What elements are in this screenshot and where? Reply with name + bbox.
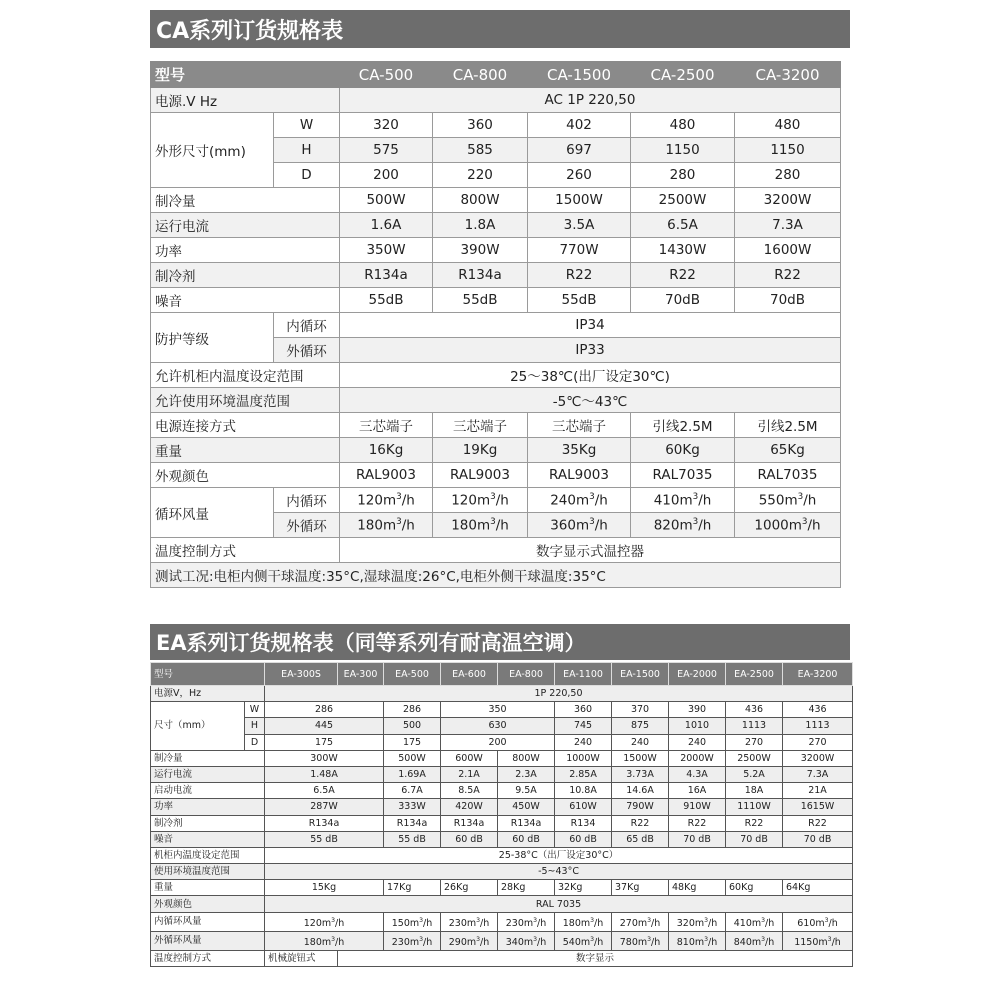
ea-cell: 5.2A: [726, 766, 783, 782]
ea-control-value: 数字显示: [338, 950, 853, 966]
ca-test-note: 测试工况:电柜内侧干球温度:35°C,湿球温度:26°C,电柜外侧干球温度:35°C: [151, 563, 841, 588]
ca-cell: 770W: [528, 238, 631, 263]
ca-cell: 7.3A: [735, 213, 841, 238]
ea-row-label: 机柜内温度设定范围: [151, 847, 265, 863]
ca-ambient-temp-value: -5℃～43℃: [340, 388, 841, 413]
ca-cell: 585: [433, 138, 528, 163]
ea-cell: 1.48A: [265, 766, 384, 782]
ca-cell: RAL7035: [735, 463, 841, 488]
ea-cell: 240: [669, 734, 726, 750]
ea-cell: 286: [384, 702, 441, 718]
ea-power-row: [151, 686, 853, 702]
ca-spec-row: [151, 288, 841, 313]
ca-cell: RAL7035: [631, 463, 735, 488]
ea-cell: 6.5A: [265, 783, 384, 799]
ea-cell: 60 dB: [441, 831, 498, 847]
ca-airflow-cell: $180m^3/h$: [340, 513, 433, 538]
ea-cell: 60Kg: [726, 880, 783, 896]
ca-airflow-cell: $120m^3/h$: [433, 488, 528, 513]
ea-cell: 4.3A: [669, 766, 726, 782]
ea-spec-row: [151, 815, 853, 831]
ca-cell: 65Kg: [735, 438, 841, 463]
ea-cell: 600W: [441, 750, 498, 766]
ea-cell: 270: [726, 734, 783, 750]
ea-dim-axis: W: [245, 702, 265, 718]
ca-row-label: 电源连接方式: [151, 413, 340, 438]
ca-header-row: [151, 62, 841, 88]
ea-airflow-cell: $1150m^3/h$: [783, 931, 853, 950]
ea-cell: 10.8A: [555, 783, 612, 799]
ea-cell: 745: [555, 718, 612, 734]
ca-control-value: 数字显示式温控器: [340, 538, 841, 563]
ea-row-label: 启动电流: [151, 783, 265, 799]
ca-ambient-temp-row: [151, 388, 841, 413]
ea-cell: 500W: [384, 750, 441, 766]
ea-cell: 16A: [669, 783, 726, 799]
ea-model-name: EA-600: [441, 663, 498, 686]
ea-airflow-row: [151, 931, 853, 950]
ca-cell: 3.5A: [528, 213, 631, 238]
ea-spec-row: [151, 799, 853, 815]
ea-cabinet-temp-row: [151, 847, 853, 863]
ca-row-label: 外观颜色: [151, 463, 340, 488]
ea-airflow-cell: $230m^3/h$: [498, 912, 555, 931]
ca-cell: 575: [340, 138, 433, 163]
ea-dim-row: [151, 718, 853, 734]
ea-cell: 32Kg: [555, 880, 612, 896]
ea-row-label: 功率: [151, 799, 265, 815]
ca-cell: 697: [528, 138, 631, 163]
ca-row-label: 制冷剂: [151, 263, 340, 288]
ea-airflow-cell: $780m^3/h$: [612, 931, 669, 950]
ca-airflow-row: [151, 488, 841, 513]
ca-cell: 1600W: [735, 238, 841, 263]
ea-cell: 790W: [612, 799, 669, 815]
ea-cell: 3200W: [783, 750, 853, 766]
ca-airflow-cell: $820m^3/h$: [631, 513, 735, 538]
ca-cell: 三芯端子: [433, 413, 528, 438]
ea-airflow-row: [151, 912, 853, 931]
ea-cell: 7.3A: [783, 766, 853, 782]
ca-spec-row: [151, 438, 841, 463]
ca-row-label: 运行电流: [151, 213, 340, 238]
ea-title-banner: [150, 624, 850, 660]
ea-model-name: EA-300: [338, 663, 384, 686]
ca-protection-value: IP33: [340, 338, 841, 363]
ea-row-label: 外循环风量: [151, 931, 265, 950]
ea-airflow-cell: $410m^3/h$: [726, 912, 783, 931]
ca-cell: 500W: [340, 188, 433, 213]
ca-cell: 3200W: [735, 188, 841, 213]
ca-row-label: 噪音: [151, 288, 340, 313]
ea-cell: 18A: [726, 783, 783, 799]
ca-cell: 6.5A: [631, 213, 735, 238]
ea-cell: 3.73A: [612, 766, 669, 782]
ca-cell: 360: [433, 113, 528, 138]
ca-power-value: AC 1P 220,50: [340, 88, 841, 113]
ca-cell: 35Kg: [528, 438, 631, 463]
ea-model-name: EA-800: [498, 663, 555, 686]
ca-cell: 480: [735, 113, 841, 138]
ea-control-value: 机械旋钮式: [265, 950, 338, 966]
ea-control-row: [151, 950, 853, 966]
ea-cell: 350: [441, 702, 555, 718]
ea-airflow-cell: $340m^3/h$: [498, 931, 555, 950]
ca-cell: 390W: [433, 238, 528, 263]
ca-cell: 三芯端子: [340, 413, 433, 438]
ca-airflow-cell: $240m^3/h$: [528, 488, 631, 513]
ea-row-label: 温度控制方式: [151, 950, 265, 966]
ea-cell: 9.5A: [498, 783, 555, 799]
ca-spec-row: [151, 188, 841, 213]
ea-cell: 64Kg: [783, 880, 853, 896]
ea-cell: 1000W: [555, 750, 612, 766]
ca-row-label: 允许使用环境温度范围: [151, 388, 340, 413]
ca-spec-row: [151, 213, 841, 238]
ea-dim-axis: H: [245, 718, 265, 734]
ca-spec-row: [151, 463, 841, 488]
ea-cell: 240: [555, 734, 612, 750]
ea-model-name: EA-3200: [783, 663, 853, 686]
ea-cell: R22: [669, 815, 726, 831]
ea-cell: 360: [555, 702, 612, 718]
ea-cell: 70 dB: [726, 831, 783, 847]
ca-row-label: 防护等级: [151, 313, 274, 363]
ea-airflow-cell: $150m^3/h$: [384, 912, 441, 931]
ca-title-banner: [150, 10, 850, 48]
ea-model-label: 型号: [151, 663, 265, 686]
ea-row-label: 尺寸（mm）: [151, 702, 245, 751]
ea-cabinet-temp-value: 25-38°C（出厂设定30°C）: [265, 847, 853, 863]
ca-model-name: CA-500: [340, 62, 433, 88]
ea-cell: R22: [726, 815, 783, 831]
ea-airflow-cell: $540m^3/h$: [555, 931, 612, 950]
ea-cell: 800W: [498, 750, 555, 766]
ea-cell: 65 dB: [612, 831, 669, 847]
ea-airflow-cell: $230m^3/h$: [384, 931, 441, 950]
ea-cell: R22: [783, 815, 853, 831]
ea-cell: 21A: [783, 783, 853, 799]
ca-test-note-row: [151, 563, 841, 588]
ea-cell: 287W: [265, 799, 384, 815]
ca-row-label: 制冷量: [151, 188, 340, 213]
ca-row-label: 温度控制方式: [151, 538, 340, 563]
ea-model-name: EA-1100: [555, 663, 612, 686]
ea-model-name: EA-1500: [612, 663, 669, 686]
ca-cell: 70dB: [735, 288, 841, 313]
ea-ambient-temp-value: -5~43°C: [265, 864, 853, 880]
ca-sub-label: 外循环: [274, 338, 340, 363]
ea-cell: 910W: [669, 799, 726, 815]
ea-cell: 630: [441, 718, 555, 734]
ca-cell: R22: [528, 263, 631, 288]
ca-cell: 2500W: [631, 188, 735, 213]
ea-cell: 6.7A: [384, 783, 441, 799]
ea-cell: R134a: [384, 815, 441, 831]
ca-model-name: CA-2500: [631, 62, 735, 88]
ca-model-name: CA-3200: [735, 62, 841, 88]
ea-cell: 445: [265, 718, 384, 734]
ca-control-row: [151, 538, 841, 563]
ea-cell: 1010: [669, 718, 726, 734]
ea-airflow-cell: $290m^3/h$: [441, 931, 498, 950]
ea-cell: R22: [612, 815, 669, 831]
ca-cell: 19Kg: [433, 438, 528, 463]
ca-cell: 480: [631, 113, 735, 138]
ea-row-label: 噪音: [151, 831, 265, 847]
ea-row-label: 运行电流: [151, 766, 265, 782]
ea-dim-axis: D: [245, 734, 265, 750]
ca-cell: 280: [735, 163, 841, 188]
ea-airflow-cell: $180m^3/h$: [555, 912, 612, 931]
ca-cabinet-temp-value: 25～38℃(出厂设定30℃): [340, 363, 841, 388]
ea-cell: 436: [783, 702, 853, 718]
ea-spec-row: [151, 766, 853, 782]
ea-title: EA系列订货规格表（同等系列有耐高温空调）: [156, 631, 586, 655]
ca-cell: 1430W: [631, 238, 735, 263]
ea-dim-row: [151, 702, 853, 718]
ea-airflow-cell: $230m^3/h$: [441, 912, 498, 931]
ca-cell: 260: [528, 163, 631, 188]
ea-cell: 60 dB: [555, 831, 612, 847]
ca-spec-row: [151, 413, 841, 438]
ca-protection-value: IP34: [340, 313, 841, 338]
ea-model-name: EA-2500: [726, 663, 783, 686]
ca-cell: RAL9003: [340, 463, 433, 488]
ca-cell: 55dB: [433, 288, 528, 313]
ea-airflow-cell: $120m^3/h$: [265, 912, 384, 931]
ea-cell: 2500W: [726, 750, 783, 766]
ea-spec-row: [151, 750, 853, 766]
ea-cell: 286: [265, 702, 384, 718]
ea-cell: 370: [612, 702, 669, 718]
ca-title: CA系列订货规格表: [156, 18, 344, 44]
ea-row-label: 内循环风量: [151, 912, 265, 931]
ea-cell: 175: [384, 734, 441, 750]
ca-model-name: CA-1500: [528, 62, 631, 88]
ca-spec-row: [151, 263, 841, 288]
ca-cell: R22: [631, 263, 735, 288]
ea-cell: R134: [555, 815, 612, 831]
ea-cell: 37Kg: [612, 880, 669, 896]
ea-cell: 200: [441, 734, 555, 750]
ca-cell: R22: [735, 263, 841, 288]
ca-cell: 320: [340, 113, 433, 138]
ea-spec-table: [150, 662, 853, 967]
ca-spec-row: [151, 238, 841, 263]
ca-cell: 220: [433, 163, 528, 188]
ea-row-label: 使用环境温度范围: [151, 864, 265, 880]
ca-airflow-cell: $360m^3/h$: [528, 513, 631, 538]
ea-cell: 48Kg: [669, 880, 726, 896]
ea-cell: 2.1A: [441, 766, 498, 782]
ea-cell: 2.3A: [498, 766, 555, 782]
ea-model-name: EA-2000: [669, 663, 726, 686]
ea-cell: 175: [265, 734, 384, 750]
ca-cell: R134a: [340, 263, 433, 288]
ea-airflow-cell: $180m^3/h$: [265, 931, 384, 950]
ea-cell: 436: [726, 702, 783, 718]
ea-color-value: RAL 7035: [265, 896, 853, 912]
ea-cell: 875: [612, 718, 669, 734]
ca-cell: 1150: [735, 138, 841, 163]
ea-cell: 610W: [555, 799, 612, 815]
ea-cell: 2.85A: [555, 766, 612, 782]
ca-cell: 200: [340, 163, 433, 188]
ca-cell: 280: [631, 163, 735, 188]
ea-cell: 270: [783, 734, 853, 750]
ca-dim-axis: D: [274, 163, 340, 188]
ea-cell: 333W: [384, 799, 441, 815]
ca-cell: 402: [528, 113, 631, 138]
ca-power-row: [151, 88, 841, 113]
ca-sub-label: 内循环: [274, 488, 340, 513]
ea-cell: R134a: [265, 815, 384, 831]
ea-weight-row: [151, 880, 853, 896]
ea-cell: 15Kg: [265, 880, 384, 896]
ca-cell: 1500W: [528, 188, 631, 213]
ca-cell: 三芯端子: [528, 413, 631, 438]
ea-power-value: 1P 220,50: [265, 686, 853, 702]
ea-cell: 26Kg: [441, 880, 498, 896]
ea-cell: 17Kg: [384, 880, 441, 896]
ea-airflow-cell: $840m^3/h$: [726, 931, 783, 950]
ea-cell: 70 dB: [783, 831, 853, 847]
ea-cell: 70 dB: [669, 831, 726, 847]
ca-cell: 800W: [433, 188, 528, 213]
ca-airflow-cell: $410m^3/h$: [631, 488, 735, 513]
ca-cell: 55dB: [528, 288, 631, 313]
ca-airflow-cell: $1000m^3/h$: [735, 513, 841, 538]
ea-cell: 55 dB: [265, 831, 384, 847]
ca-cell: 16Kg: [340, 438, 433, 463]
ca-cell: RAL9003: [528, 463, 631, 488]
ca-cabinet-temp-row: [151, 363, 841, 388]
ca-model-label: 型号: [151, 62, 340, 88]
ea-cell: 28Kg: [498, 880, 555, 896]
ca-row-label: 重量: [151, 438, 340, 463]
ca-dim-axis: H: [274, 138, 340, 163]
ea-row-label: 制冷量: [151, 750, 265, 766]
ea-airflow-cell: $270m^3/h$: [612, 912, 669, 931]
ca-cell: 350W: [340, 238, 433, 263]
ea-airflow-cell: $810m^3/h$: [669, 931, 726, 950]
ca-cell: 55dB: [340, 288, 433, 313]
ca-row-label: 循环风量: [151, 488, 274, 538]
ea-cell: 1113: [783, 718, 853, 734]
ea-dim-row: [151, 734, 853, 750]
ca-cell: 1.8A: [433, 213, 528, 238]
ea-cell: R134a: [441, 815, 498, 831]
ea-cell: 1615W: [783, 799, 853, 815]
ea-cell: 2000W: [669, 750, 726, 766]
ea-color-row: [151, 896, 853, 912]
ca-cell: 引线2.5M: [631, 413, 735, 438]
ca-cell: 引线2.5M: [735, 413, 841, 438]
ca-protection-row: [151, 313, 841, 338]
ea-spec-row: [151, 783, 853, 799]
ca-row-label: 功率: [151, 238, 340, 263]
ea-cell: 450W: [498, 799, 555, 815]
ca-sub-label: 外循环: [274, 513, 340, 538]
ea-cell: 1113: [726, 718, 783, 734]
ca-cell: 1.6A: [340, 213, 433, 238]
ea-model-name: EA-300S: [265, 663, 338, 686]
ea-cell: 60 dB: [498, 831, 555, 847]
ea-cell: 1500W: [612, 750, 669, 766]
ea-cell: 14.6A: [612, 783, 669, 799]
ca-dim-row: [151, 113, 841, 138]
ea-cell: 500: [384, 718, 441, 734]
ca-airflow-cell: $180m^3/h$: [433, 513, 528, 538]
ca-airflow-cell: $120m^3/h$: [340, 488, 433, 513]
ea-cell: 1110W: [726, 799, 783, 815]
ca-spec-table: [150, 61, 841, 588]
ca-cell: 70dB: [631, 288, 735, 313]
ea-airflow-cell: $320m^3/h$: [669, 912, 726, 931]
ca-cell: R134a: [433, 263, 528, 288]
ea-cell: 8.5A: [441, 783, 498, 799]
ea-model-name: EA-500: [384, 663, 441, 686]
ea-cell: 1.69A: [384, 766, 441, 782]
ea-row-label: 外观颜色: [151, 896, 265, 912]
ca-cell: RAL9003: [433, 463, 528, 488]
ca-row-label: 电源.V Hz: [151, 88, 340, 113]
ea-cell: R134a: [498, 815, 555, 831]
ca-sub-label: 内循环: [274, 313, 340, 338]
ea-cell: 55 dB: [384, 831, 441, 847]
ca-model-name: CA-800: [433, 62, 528, 88]
ca-cell: 1150: [631, 138, 735, 163]
ea-row-label: 制冷剂: [151, 815, 265, 831]
ea-ambient-temp-row: [151, 864, 853, 880]
ca-airflow-cell: $550m^3/h$: [735, 488, 841, 513]
ea-cell: 240: [612, 734, 669, 750]
ea-row-label: 电源V，Hz: [151, 686, 265, 702]
ea-header-row: [151, 663, 853, 686]
ea-airflow-cell: $610m^3/h$: [783, 912, 853, 931]
ca-row-label: 允许机柜内温度设定范围: [151, 363, 340, 388]
ea-cell: 300W: [265, 750, 384, 766]
ea-cell: 390: [669, 702, 726, 718]
ea-cell: 420W: [441, 799, 498, 815]
ca-dim-axis: W: [274, 113, 340, 138]
ea-spec-row: [151, 831, 853, 847]
ea-row-label: 重量: [151, 880, 265, 896]
ca-cell: 60Kg: [631, 438, 735, 463]
ca-row-label: 外形尺寸(mm): [151, 113, 274, 188]
